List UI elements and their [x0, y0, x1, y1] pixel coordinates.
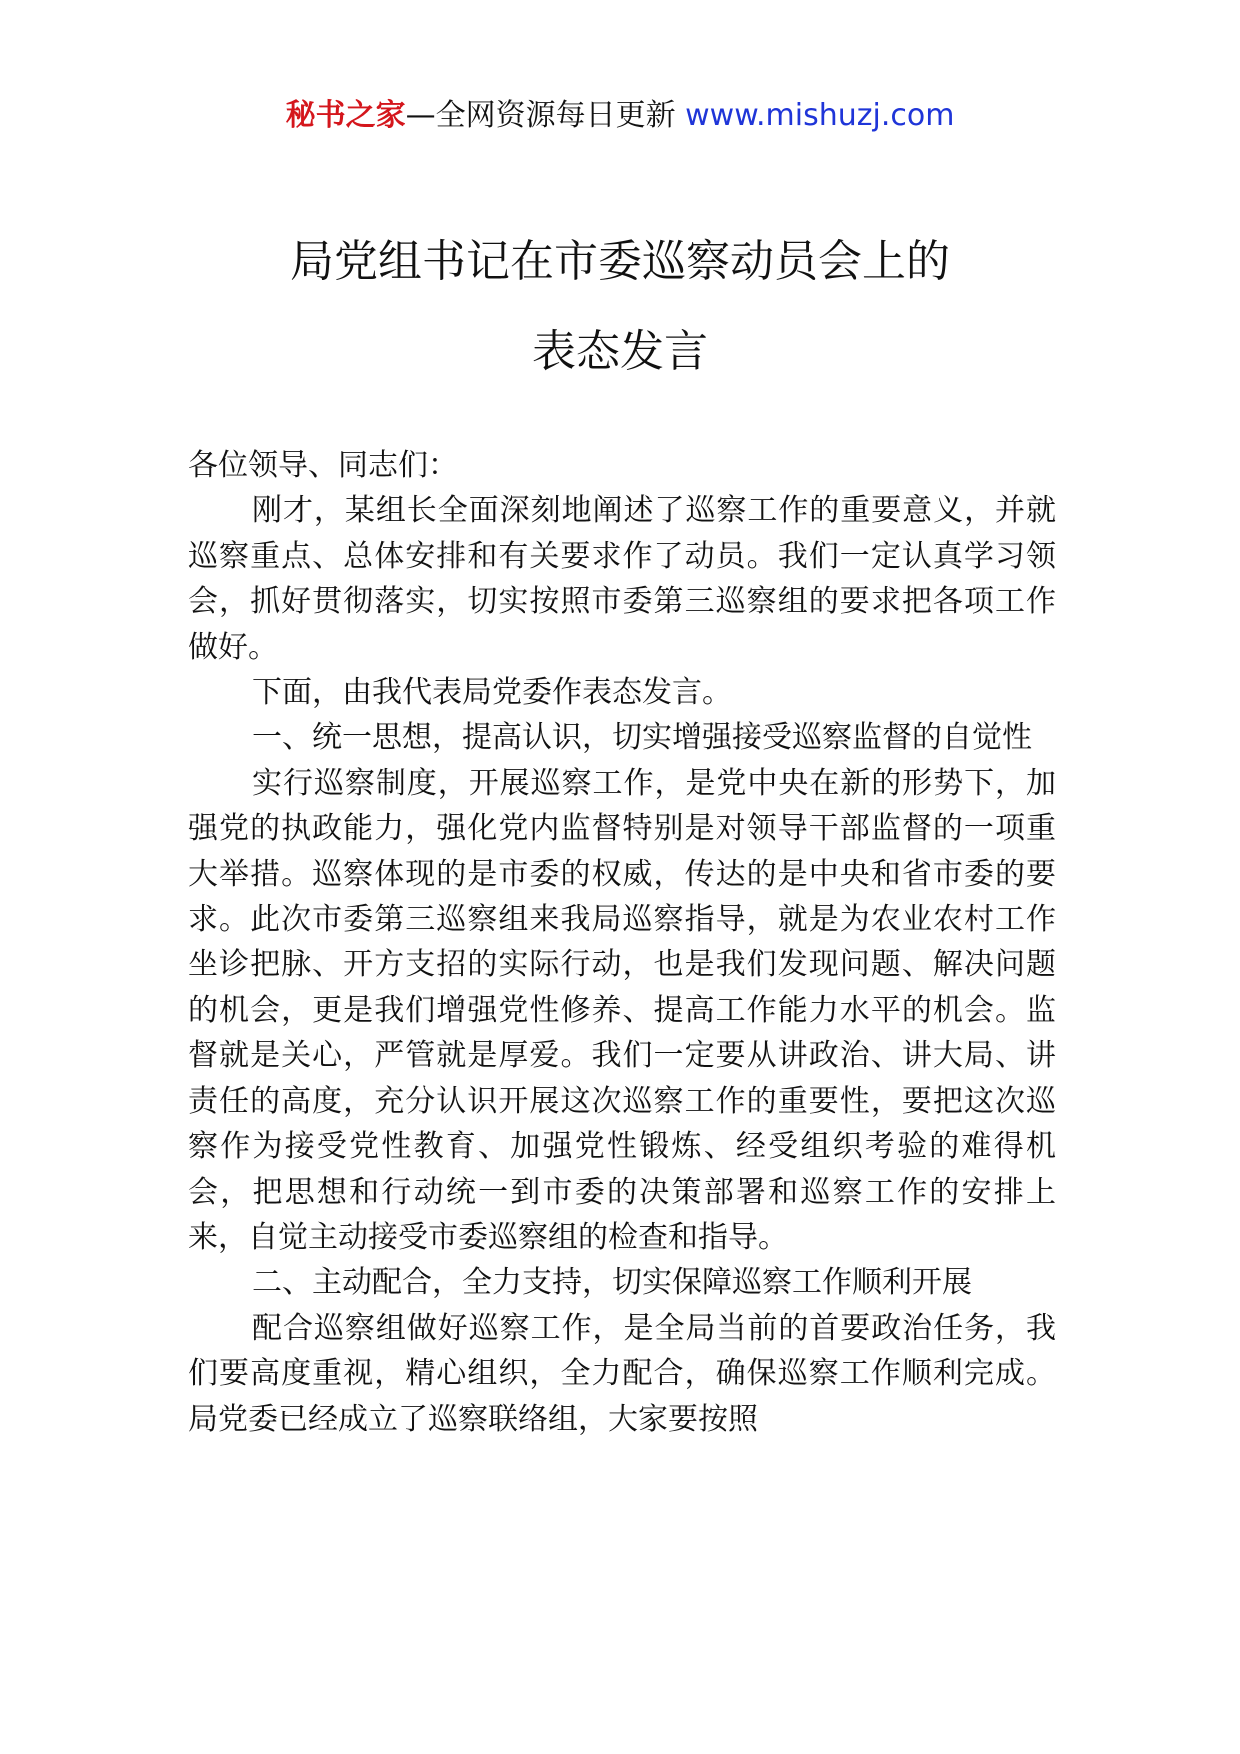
paragraph-intro: 刚才，某组长全面深刻地阐述了巡察工作的重要意义，并就巡察重点、总体安排和有关要求作了动员。我们一定认真学习领会，抓好贯彻落实，切实按照市委第三巡察组的要求把各项工作做好。 — [188, 493, 1056, 665]
document-title-line-1: 局党组书记在市委巡察动员会上的 — [290, 236, 950, 287]
document-title-line-2: 表态发言 — [532, 326, 708, 377]
salutation: 各位领导、同志们： — [188, 448, 458, 483]
header-slogan: —全网资源每日更新 — [405, 98, 686, 133]
paragraph-statement: 下面，由我代表局党委作表态发言。 — [252, 675, 732, 711]
section-heading-2: 二、主动配合，全力支持，切实保障巡察工作顺利开展 — [252, 1265, 972, 1301]
document-body — [188, 443, 1056, 1442]
header-brand: 秘书之家 — [285, 98, 406, 133]
paragraph-section-1: 实行巡察制度，开展巡察工作，是党中央在新的形势下，加强党的执政能力，强化党内监督特别是对领导干部监督的一项重大举措。巡察体现的是市委的权威，传达的是中央和省市委的要求。此次市委第三巡察组来我局巡察指导，就是为农业农村工作坐诊把脉、开方支招的实际行动，也是我们发现问题、解决问题的机会，更是我们增强党性修养、提高工作能力水平的机会。监督就是关心，严管就是厚爱。我们一定要从讲政治、讲大局、讲责任的高度，充分认识开展这次巡察工作的重要性，要把这次巡察作为接受党性教育、加强党性锻炼、经受组织考验的难得机会，把思想和行动统一到市委的决策部署和巡察工作的安排上来，自觉主动接受市委巡察组的检查和指导。 — [188, 765, 1056, 1255]
paragraph-section-2: 配合巡察组做好巡察工作，是全局当前的首要政治任务，我们要高度重视，精心组织，全力配合，确保巡察工作顺利完成。局党委已经成立了巡察联络组，大家要按照 — [188, 1310, 1056, 1437]
header-url-link[interactable]: www.mishuzj.com — [685, 98, 955, 133]
site-header — [0, 96, 1240, 136]
section-heading-1: 一、统一思想，提高认识，切实增强接受巡察监督的自觉性 — [252, 720, 1032, 756]
